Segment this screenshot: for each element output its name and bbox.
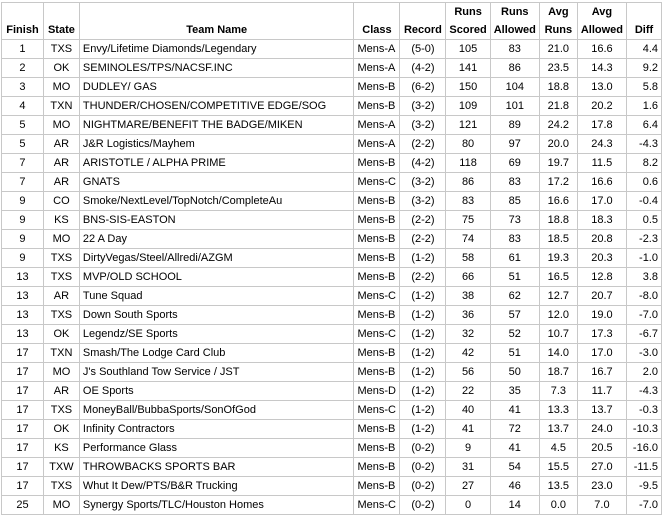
finish-cell: 13 — [2, 306, 44, 325]
diff-cell: -7.0 — [627, 496, 662, 515]
header-avg-allowed-line1: Avg — [577, 3, 626, 22]
team-name-cell: BNS-SIS-EASTON — [79, 211, 354, 230]
header-finish: Finish — [2, 21, 44, 40]
record-cell: (4-2) — [400, 59, 446, 78]
record-cell: (3-2) — [400, 116, 446, 135]
header-class-top — [354, 3, 400, 22]
runs-scored-cell: 66 — [446, 268, 490, 287]
table-row — [2, 59, 662, 78]
diff-cell: -0.3 — [627, 401, 662, 420]
table-row — [2, 78, 662, 97]
header-record-top — [400, 3, 446, 22]
record-cell: (0-2) — [400, 477, 446, 496]
record-cell: (0-2) — [400, 496, 446, 515]
table-row — [2, 249, 662, 268]
team-name-cell: 22 A Day — [79, 230, 354, 249]
record-cell: (2-2) — [400, 230, 446, 249]
avg-runs-cell: 14.0 — [539, 344, 577, 363]
finish-cell: 13 — [2, 268, 44, 287]
team-name-cell: Legendz/SE Sports — [79, 325, 354, 344]
diff-cell: 9.2 — [627, 59, 662, 78]
class-cell: Mens-A — [354, 40, 400, 59]
avg-runs-cell: 10.7 — [539, 325, 577, 344]
table-row — [2, 192, 662, 211]
avg-runs-cell: 18.8 — [539, 211, 577, 230]
class-cell: Mens-C — [354, 173, 400, 192]
class-cell: Mens-C — [354, 325, 400, 344]
class-cell: Mens-B — [354, 344, 400, 363]
state-cell: OK — [43, 420, 79, 439]
table-row — [2, 458, 662, 477]
team-name-cell: THUNDER/CHOSEN/COMPETITIVE EDGE/SOG — [79, 97, 354, 116]
header-avg-runs-line2: Runs — [539, 21, 577, 40]
finish-cell: 13 — [2, 287, 44, 306]
avg-runs-cell: 4.5 — [539, 439, 577, 458]
team-name-cell: ARISTOTLE / ALPHA PRIME — [79, 154, 354, 173]
table-row — [2, 173, 662, 192]
state-cell: MO — [43, 363, 79, 382]
diff-cell: 0.6 — [627, 173, 662, 192]
class-cell: Mens-B — [354, 192, 400, 211]
avg-allowed-cell: 19.0 — [577, 306, 626, 325]
finish-cell: 5 — [2, 116, 44, 135]
finish-cell: 9 — [2, 230, 44, 249]
diff-cell: -2.3 — [627, 230, 662, 249]
record-cell: (3-2) — [400, 173, 446, 192]
table-row — [2, 287, 662, 306]
runs-scored-cell: 105 — [446, 40, 490, 59]
avg-allowed-cell: 20.3 — [577, 249, 626, 268]
runs-allowed-cell: 104 — [490, 78, 539, 97]
diff-cell: -10.3 — [627, 420, 662, 439]
runs-scored-cell: 141 — [446, 59, 490, 78]
runs-scored-cell: 56 — [446, 363, 490, 382]
team-name-cell: Envy/Lifetime Diamonds/Legendary — [79, 40, 354, 59]
avg-allowed-cell: 11.5 — [577, 154, 626, 173]
finish-cell: 17 — [2, 439, 44, 458]
avg-runs-cell: 16.6 — [539, 192, 577, 211]
class-cell: Mens-B — [354, 230, 400, 249]
class-cell: Mens-B — [354, 306, 400, 325]
team-name-cell: Synergy Sports/TLC/Houston Homes — [79, 496, 354, 515]
runs-allowed-cell: 41 — [490, 439, 539, 458]
avg-allowed-cell: 14.3 — [577, 59, 626, 78]
avg-runs-cell: 18.8 — [539, 78, 577, 97]
header-state: State — [43, 21, 79, 40]
avg-allowed-cell: 23.0 — [577, 477, 626, 496]
avg-allowed-cell: 17.0 — [577, 192, 626, 211]
class-cell: Mens-D — [354, 382, 400, 401]
runs-scored-cell: 118 — [446, 154, 490, 173]
table-row — [2, 211, 662, 230]
avg-allowed-cell: 13.7 — [577, 401, 626, 420]
record-cell: (2-2) — [400, 211, 446, 230]
finish-cell: 17 — [2, 363, 44, 382]
runs-scored-cell: 38 — [446, 287, 490, 306]
finish-cell: 5 — [2, 135, 44, 154]
finish-cell: 9 — [2, 249, 44, 268]
diff-cell: 8.2 — [627, 154, 662, 173]
avg-runs-cell: 19.3 — [539, 249, 577, 268]
table-row — [2, 344, 662, 363]
state-cell: KS — [43, 211, 79, 230]
table-row — [2, 401, 662, 420]
state-cell: TXS — [43, 477, 79, 496]
class-cell: Mens-B — [354, 97, 400, 116]
runs-scored-cell: 32 — [446, 325, 490, 344]
table-row — [2, 154, 662, 173]
state-cell: CO — [43, 192, 79, 211]
diff-cell: -9.5 — [627, 477, 662, 496]
runs-allowed-cell: 62 — [490, 287, 539, 306]
avg-runs-cell: 13.3 — [539, 401, 577, 420]
avg-runs-cell: 20.0 — [539, 135, 577, 154]
avg-runs-cell: 13.5 — [539, 477, 577, 496]
runs-scored-cell: 27 — [446, 477, 490, 496]
team-name-cell: SEMINOLES/TPS/NACSF.INC — [79, 59, 354, 78]
runs-allowed-cell: 35 — [490, 382, 539, 401]
avg-runs-cell: 21.0 — [539, 40, 577, 59]
runs-scored-cell: 9 — [446, 439, 490, 458]
class-cell: Mens-B — [354, 420, 400, 439]
team-name-cell: MVP/OLD SCHOOL — [79, 268, 354, 287]
header-avg-runs-line1: Avg — [539, 3, 577, 22]
record-cell: (1-2) — [400, 382, 446, 401]
avg-allowed-cell: 12.8 — [577, 268, 626, 287]
avg-runs-cell: 19.7 — [539, 154, 577, 173]
class-cell: Mens-B — [354, 154, 400, 173]
runs-allowed-cell: 51 — [490, 344, 539, 363]
team-name-cell: Performance Glass — [79, 439, 354, 458]
table-row — [2, 306, 662, 325]
runs-scored-cell: 0 — [446, 496, 490, 515]
avg-allowed-cell: 17.0 — [577, 344, 626, 363]
avg-runs-cell: 13.7 — [539, 420, 577, 439]
team-name-cell: Down South Sports — [79, 306, 354, 325]
avg-allowed-cell: 17.3 — [577, 325, 626, 344]
table-row — [2, 363, 662, 382]
header-runs-scored-line2: Scored — [446, 21, 490, 40]
class-cell: Mens-B — [354, 363, 400, 382]
header-runs-scored-line1: Runs — [446, 3, 490, 22]
diff-cell: -16.0 — [627, 439, 662, 458]
record-cell: (1-2) — [400, 306, 446, 325]
avg-runs-cell: 12.7 — [539, 287, 577, 306]
record-cell: (4-2) — [400, 154, 446, 173]
table-body — [2, 40, 662, 515]
avg-allowed-cell: 20.2 — [577, 97, 626, 116]
record-cell: (0-2) — [400, 458, 446, 477]
runs-scored-cell: 74 — [446, 230, 490, 249]
team-name-cell: Infinity Contractors — [79, 420, 354, 439]
record-cell: (2-2) — [400, 135, 446, 154]
runs-allowed-cell: 52 — [490, 325, 539, 344]
avg-runs-cell: 16.5 — [539, 268, 577, 287]
class-cell: Mens-B — [354, 458, 400, 477]
finish-cell: 9 — [2, 192, 44, 211]
avg-runs-cell: 18.5 — [539, 230, 577, 249]
state-cell: TXS — [43, 268, 79, 287]
state-cell: MO — [43, 230, 79, 249]
class-cell: Mens-A — [354, 59, 400, 78]
table-row — [2, 439, 662, 458]
avg-runs-cell: 23.5 — [539, 59, 577, 78]
finish-cell: 1 — [2, 40, 44, 59]
record-cell: (5-0) — [400, 40, 446, 59]
record-cell: (1-2) — [400, 344, 446, 363]
avg-runs-cell: 15.5 — [539, 458, 577, 477]
team-name-cell: THROWBACKS SPORTS BAR — [79, 458, 354, 477]
team-name-cell: NIGHTMARE/BENEFIT THE BADGE/MIKEN — [79, 116, 354, 135]
team-name-cell: Smash/The Lodge Card Club — [79, 344, 354, 363]
finish-cell: 2 — [2, 59, 44, 78]
class-cell: Mens-B — [354, 249, 400, 268]
finish-cell: 17 — [2, 382, 44, 401]
table-row — [2, 496, 662, 515]
finish-cell: 7 — [2, 154, 44, 173]
header-runs-allowed-line1: Runs — [490, 3, 539, 22]
runs-scored-cell: 86 — [446, 173, 490, 192]
runs-scored-cell: 36 — [446, 306, 490, 325]
diff-cell: 3.8 — [627, 268, 662, 287]
header-runs-allowed-line2: Allowed — [490, 21, 539, 40]
state-cell: KS — [43, 439, 79, 458]
avg-runs-cell: 18.7 — [539, 363, 577, 382]
header-record: Record — [400, 21, 446, 40]
record-cell: (6-2) — [400, 78, 446, 97]
runs-allowed-cell: 54 — [490, 458, 539, 477]
avg-allowed-cell: 11.7 — [577, 382, 626, 401]
runs-scored-cell: 75 — [446, 211, 490, 230]
team-name-cell: DirtyVegas/Steel/Allredi/AZGM — [79, 249, 354, 268]
finish-cell: 3 — [2, 78, 44, 97]
avg-runs-cell: 21.8 — [539, 97, 577, 116]
diff-cell: -8.0 — [627, 287, 662, 306]
runs-allowed-cell: 97 — [490, 135, 539, 154]
header-finish-top — [2, 3, 44, 22]
runs-scored-cell: 83 — [446, 192, 490, 211]
runs-allowed-cell: 14 — [490, 496, 539, 515]
avg-allowed-cell: 13.0 — [577, 78, 626, 97]
diff-cell: -7.0 — [627, 306, 662, 325]
class-cell: Mens-C — [354, 401, 400, 420]
team-name-cell: OE Sports — [79, 382, 354, 401]
avg-allowed-cell: 17.8 — [577, 116, 626, 135]
class-cell: Mens-C — [354, 287, 400, 306]
state-cell: OK — [43, 325, 79, 344]
avg-allowed-cell: 20.7 — [577, 287, 626, 306]
avg-runs-cell: 7.3 — [539, 382, 577, 401]
state-cell: AR — [43, 287, 79, 306]
runs-allowed-cell: 83 — [490, 173, 539, 192]
state-cell: MO — [43, 78, 79, 97]
state-cell: TXW — [43, 458, 79, 477]
record-cell: (1-2) — [400, 401, 446, 420]
record-cell: (3-2) — [400, 97, 446, 116]
diff-cell: 4.4 — [627, 40, 662, 59]
runs-allowed-cell: 86 — [490, 59, 539, 78]
standings-table — [1, 2, 662, 515]
finish-cell: 13 — [2, 325, 44, 344]
finish-cell: 17 — [2, 420, 44, 439]
state-cell: TXS — [43, 40, 79, 59]
team-name-cell: Tune Squad — [79, 287, 354, 306]
runs-scored-cell: 31 — [446, 458, 490, 477]
runs-scored-cell: 41 — [446, 420, 490, 439]
avg-allowed-cell: 20.5 — [577, 439, 626, 458]
team-name-cell: J's Southland Tow Service / JST — [79, 363, 354, 382]
state-cell: AR — [43, 135, 79, 154]
runs-scored-cell: 40 — [446, 401, 490, 420]
record-cell: (1-2) — [400, 287, 446, 306]
runs-scored-cell: 109 — [446, 97, 490, 116]
state-cell: AR — [43, 382, 79, 401]
avg-allowed-cell: 7.0 — [577, 496, 626, 515]
record-cell: (2-2) — [400, 268, 446, 287]
runs-allowed-cell: 51 — [490, 268, 539, 287]
diff-cell: 2.0 — [627, 363, 662, 382]
runs-allowed-cell: 73 — [490, 211, 539, 230]
record-cell: (1-2) — [400, 325, 446, 344]
table-row — [2, 382, 662, 401]
runs-scored-cell: 121 — [446, 116, 490, 135]
state-cell: TXN — [43, 344, 79, 363]
runs-scored-cell: 80 — [446, 135, 490, 154]
class-cell: Mens-B — [354, 211, 400, 230]
runs-scored-cell: 22 — [446, 382, 490, 401]
runs-scored-cell: 58 — [446, 249, 490, 268]
table-row — [2, 97, 662, 116]
team-name-cell: DUDLEY/ GAS — [79, 78, 354, 97]
header-diff: Diff — [627, 21, 662, 40]
finish-cell: 17 — [2, 458, 44, 477]
state-cell: AR — [43, 154, 79, 173]
avg-allowed-cell: 27.0 — [577, 458, 626, 477]
finish-cell: 17 — [2, 344, 44, 363]
avg-allowed-cell: 24.3 — [577, 135, 626, 154]
diff-cell: -0.4 — [627, 192, 662, 211]
header-state-top — [43, 3, 79, 22]
table-header — [2, 3, 662, 40]
finish-cell: 17 — [2, 401, 44, 420]
header-avg-allowed-line2: Allowed — [577, 21, 626, 40]
table-row — [2, 477, 662, 496]
diff-cell: -11.5 — [627, 458, 662, 477]
state-cell: OK — [43, 59, 79, 78]
header-diff-top — [627, 3, 662, 22]
record-cell: (3-2) — [400, 192, 446, 211]
diff-cell: 5.8 — [627, 78, 662, 97]
state-cell: MO — [43, 116, 79, 135]
record-cell: (1-2) — [400, 420, 446, 439]
diff-cell: -1.0 — [627, 249, 662, 268]
runs-allowed-cell: 83 — [490, 230, 539, 249]
avg-allowed-cell: 18.3 — [577, 211, 626, 230]
runs-allowed-cell: 85 — [490, 192, 539, 211]
diff-cell: -3.0 — [627, 344, 662, 363]
finish-cell: 9 — [2, 211, 44, 230]
record-cell: (0-2) — [400, 439, 446, 458]
finish-cell: 4 — [2, 97, 44, 116]
team-name-cell: Whut It Dew/PTS/B&R Trucking — [79, 477, 354, 496]
header-team-name: Team Name — [79, 21, 354, 40]
avg-allowed-cell: 16.6 — [577, 173, 626, 192]
runs-allowed-cell: 69 — [490, 154, 539, 173]
table-row — [2, 420, 662, 439]
runs-allowed-cell: 83 — [490, 40, 539, 59]
diff-cell: -4.3 — [627, 135, 662, 154]
avg-allowed-cell: 24.0 — [577, 420, 626, 439]
finish-cell: 25 — [2, 496, 44, 515]
state-cell: MO — [43, 496, 79, 515]
runs-allowed-cell: 41 — [490, 401, 539, 420]
table-row — [2, 230, 662, 249]
state-cell: AR — [43, 173, 79, 192]
runs-allowed-cell: 72 — [490, 420, 539, 439]
diff-cell: 1.6 — [627, 97, 662, 116]
team-name-cell: J&R Logistics/Mayhem — [79, 135, 354, 154]
team-name-cell: GNATS — [79, 173, 354, 192]
avg-allowed-cell: 16.7 — [577, 363, 626, 382]
avg-allowed-cell: 20.8 — [577, 230, 626, 249]
runs-allowed-cell: 101 — [490, 97, 539, 116]
runs-allowed-cell: 57 — [490, 306, 539, 325]
class-cell: Mens-A — [354, 135, 400, 154]
header-class: Class — [354, 21, 400, 40]
class-cell: Mens-B — [354, 477, 400, 496]
class-cell: Mens-A — [354, 116, 400, 135]
class-cell: Mens-B — [354, 268, 400, 287]
diff-cell: -6.7 — [627, 325, 662, 344]
avg-runs-cell: 24.2 — [539, 116, 577, 135]
runs-allowed-cell: 46 — [490, 477, 539, 496]
avg-allowed-cell: 16.6 — [577, 40, 626, 59]
state-cell: TXS — [43, 249, 79, 268]
record-cell: (1-2) — [400, 249, 446, 268]
runs-allowed-cell: 50 — [490, 363, 539, 382]
finish-cell: 17 — [2, 477, 44, 496]
state-cell: TXN — [43, 97, 79, 116]
avg-runs-cell: 12.0 — [539, 306, 577, 325]
runs-allowed-cell: 89 — [490, 116, 539, 135]
class-cell: Mens-B — [354, 439, 400, 458]
team-name-cell: MoneyBall/BubbaSports/SonOfGod — [79, 401, 354, 420]
diff-cell: 0.5 — [627, 211, 662, 230]
avg-runs-cell: 0.0 — [539, 496, 577, 515]
finish-cell: 7 — [2, 173, 44, 192]
runs-scored-cell: 150 — [446, 78, 490, 97]
runs-scored-cell: 42 — [446, 344, 490, 363]
table-row — [2, 40, 662, 59]
table-row — [2, 325, 662, 344]
class-cell: Mens-B — [354, 78, 400, 97]
runs-allowed-cell: 61 — [490, 249, 539, 268]
table-row — [2, 268, 662, 287]
class-cell: Mens-C — [354, 496, 400, 515]
avg-runs-cell: 17.2 — [539, 173, 577, 192]
diff-cell: -4.3 — [627, 382, 662, 401]
record-cell: (1-2) — [400, 363, 446, 382]
header-team-top — [79, 3, 354, 22]
state-cell: TXS — [43, 306, 79, 325]
state-cell: TXS — [43, 401, 79, 420]
diff-cell: 6.4 — [627, 116, 662, 135]
table-row — [2, 116, 662, 135]
team-name-cell: Smoke/NextLevel/TopNotch/CompleteAu — [79, 192, 354, 211]
table-row — [2, 135, 662, 154]
